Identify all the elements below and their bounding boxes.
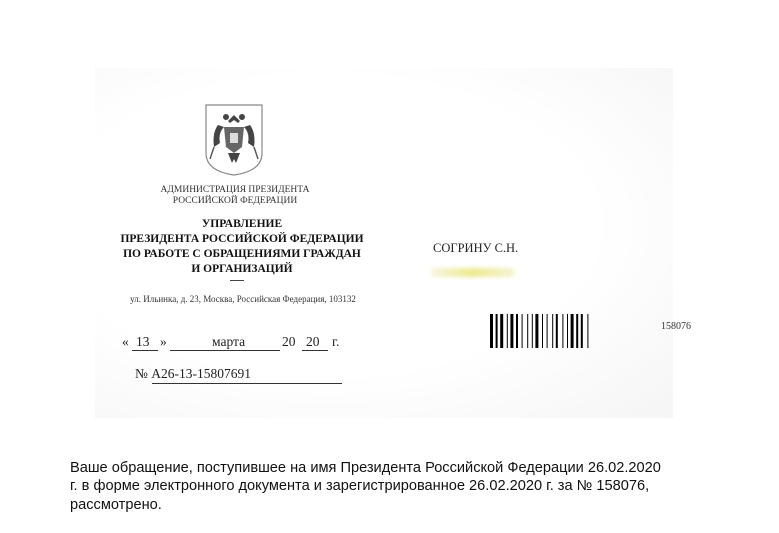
month-underline	[170, 350, 280, 351]
dept-line-1: УПРАВЛЕНИЕ	[201, 218, 283, 230]
reference-value: А26-13-15807691	[151, 366, 252, 381]
date-quote-close: »	[160, 334, 167, 349]
date-quote-open: «	[122, 334, 129, 349]
dept-line-2: ПРЕЗИДЕНТА РОССИЙСКОЙ ФЕДЕРАЦИИ	[120, 233, 364, 245]
address: ул. Ильинка, д. 23, Москва, Российская Федерация, 103132	[130, 294, 356, 304]
barcode-number: 158076	[661, 321, 691, 332]
body-line-3: рассмотрено.	[70, 496, 162, 513]
divider	[230, 280, 244, 281]
barcode	[490, 314, 650, 348]
body-line-1: Ваше обращение, поступившее на имя Президента Российской Федерации 26.02.2020	[70, 460, 661, 476]
letter-body	[70, 459, 730, 514]
coat-of-arms-icon	[204, 103, 264, 177]
day-underline	[132, 350, 158, 351]
date-year-prefix: 20	[282, 334, 296, 349]
date-day: 13	[136, 334, 150, 349]
year-underline	[302, 350, 328, 351]
date-month: марта	[212, 334, 246, 349]
date-line	[122, 334, 352, 352]
dept-line-4: И ОРГАНИЗАЦИЙ	[191, 263, 293, 275]
redacted-address	[430, 268, 515, 277]
dept-line-3: ПО РАБОТЕ С ОБРАЩЕНИЯМИ ГРАЖДАН	[123, 248, 361, 260]
org-line-1: АДМИНИСТРАЦИЯ ПРЕЗИДЕНТА	[160, 185, 310, 195]
body-line-2: г. в форме электронного документа и зарегистрированное 26.02.2020 г. за № 158076,	[70, 478, 650, 495]
organization-name	[130, 185, 340, 207]
number-sign: №	[135, 366, 148, 381]
reference-underline	[152, 383, 342, 384]
reference-number	[135, 366, 251, 382]
department-name	[110, 217, 374, 277]
date-year-abbr: г.	[332, 334, 340, 349]
org-line-2: РОССИЙСКОЙ ФЕДЕРАЦИИ	[172, 196, 298, 206]
date-year-suffix: 20	[306, 334, 320, 349]
addressee-name: СОГРИНУ С.Н.	[433, 241, 519, 255]
